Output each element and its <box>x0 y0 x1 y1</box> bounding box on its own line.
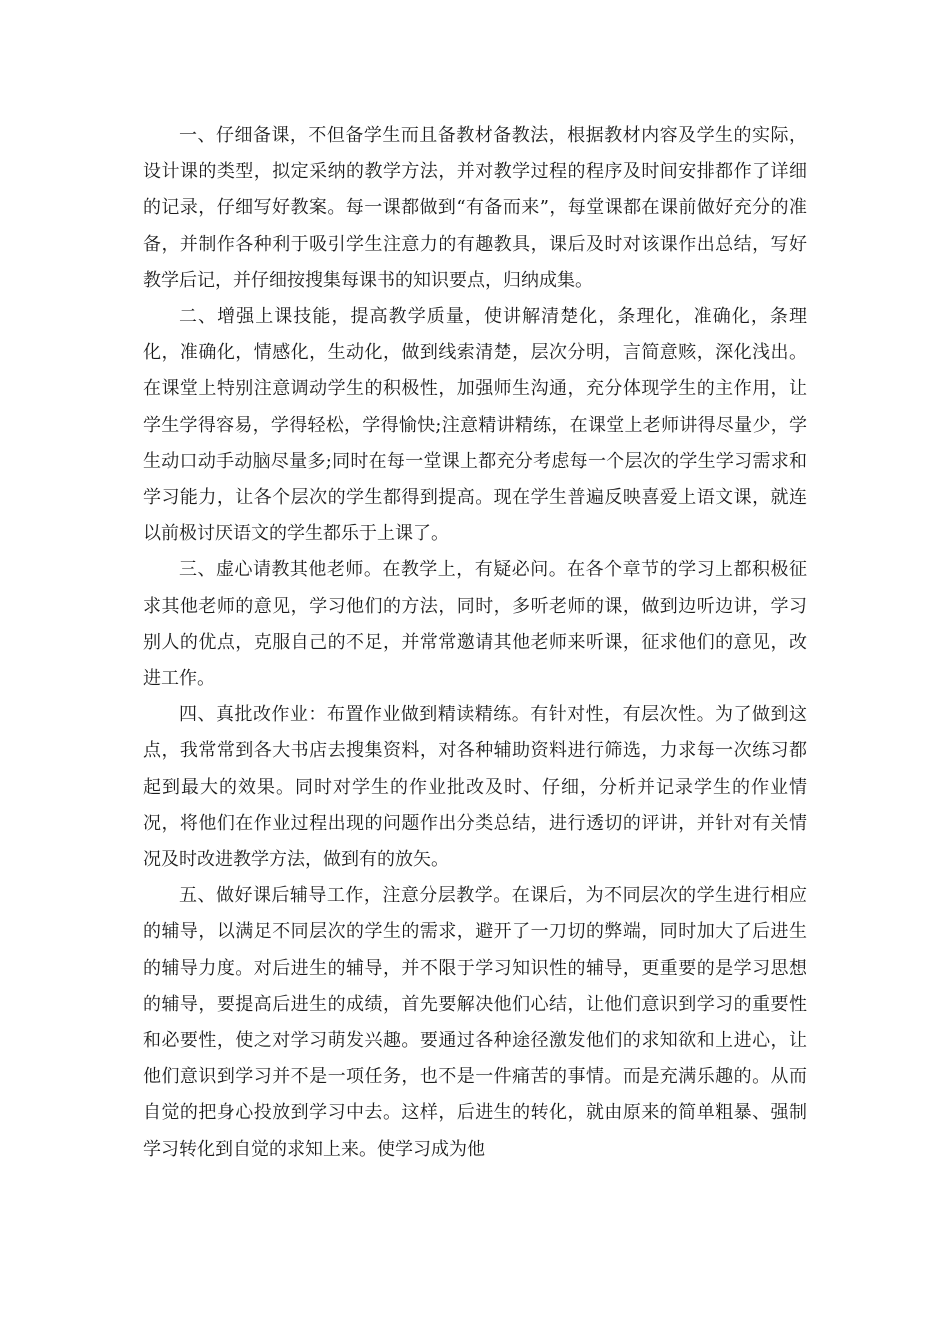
document-body <box>143 118 807 1168</box>
paragraph-3: 三、虚心请教其他老师。在教学上，有疑必问。在各个章节的学习上都积极征求其他老师的意见，学习他们的方法，同时，多听老师的课，做到边听边讲，学习别人的优点，克服自己的不足，并常常邀请其他老师来听课，征求他们的意见，改进工作。 <box>143 559 807 690</box>
paragraph-4: 四、真批改作业：布置作业做到精读精练。有针对性，有层次性。为了做到这点，我常常到各大书店去搜集资料，对各种辅助资料进行筛选，力求每一次练习都起到最大的效果。同时对学生的作业批改及时、仔细，分析并记录学生的作业情况，将他们在作业过程出现的问题作出分类总结，进行透切的评讲，并针对有关情况及时改进教学方法，做到有的放矢。 <box>143 704 807 871</box>
paragraph-5: 五、做好课后辅导工作，注意分层教学。在课后，为不同层次的学生进行相应的辅导，以满足不同层次的学生的需求，避开了一刀切的弊端，同时加大了后进生的辅导力度。对后进生的辅导，并不限于学习知识性的辅导，更重要的是学习思想的辅导，要提高后进生的成绩，首先要解决他们心结，让他们意识到学习的重要性和必要性，使之对学习萌发兴趣。要通过各种途径激发他们的求知欲和上进心，让他们意识到学习并不是一项任务，也不是一件痛苦的事情。而是充满乐趣的。从而自觉的把身心投放到学习中去。这样，后进生的转化，就由原来的简单粗暴、强制学习转化到自觉的求知上来。使学习成为他 <box>143 885 807 1160</box>
paragraph-1: 一、仔细备课，不但备学生而且备教材备教法，根据教材内容及学生的实际，设计课的类型，拟定采纳的教学方法，并对教学过程的程序及时间安排都作了详细的记录，仔细写好教案。每一课都做到“有备而来”，每堂课都在课前做好充分的准备，并制作各种利于吸引学生注意力的有趣教具，课后及时对该课作出总结，写好教学后记，并仔细按搜集每课书的知识要点，归纳成集。 <box>143 125 807 291</box>
paragraph-2: 二、增强上课技能，提高教学质量，使讲解清楚化，条理化，准确化，条理化，准确化，情感化，生动化，做到线索清楚，层次分明，言简意赅，深化浅出。在课堂上特别注意调动学生的积极性，加强师生沟通，充分体现学生的主作用，让学生学得容易，学得轻松，学得愉快;注意精讲精练，在课堂上老师讲得尽量少，学生动口动手动脑尽量多;同时在每一堂课上都充分考虑每一个层次的学生学习需求和学习能力，让各个层次的学生都得到提高。现在学生普遍反映喜爱上语文课，就连以前极讨厌语文的学生都乐于上课了。 <box>143 306 807 545</box>
